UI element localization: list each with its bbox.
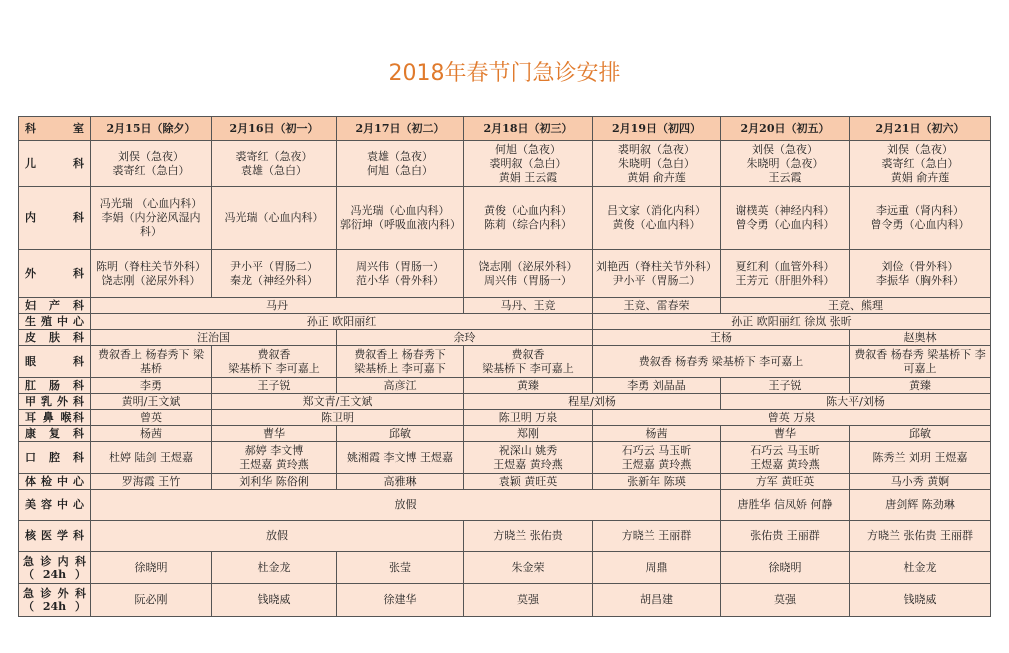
header-row [19,117,991,141]
schedule-cell: 刘利华 陈俗俐 [212,474,337,490]
schedule-cell: 黄臻 [464,378,593,394]
schedule-cell: 郝婷 李文博 王煜嘉 黄玲燕 [212,442,337,474]
schedule-cell: 郑文青/王文斌 [212,394,464,410]
schedule-cell: 唐剑辉 陈劲琳 [850,490,991,521]
schedule-cell: 裘寄红（急夜） 袁雄（急白） [212,141,337,187]
schedule-cell: 谢樸英（神经内科） 曾令勇（心血内科） [721,187,850,250]
schedule-cell: 刘俣（急夜） 朱晓明（急夜） 王云霞 [721,141,850,187]
schedule-cell: 冯光瑞 （心血内科） 李娟（内分泌风湿内科） [91,187,212,250]
schedule-cell: 冯光瑞（心血内科） [212,187,337,250]
schedule-cell: 放假 [91,490,721,521]
schedule-cell: 费叙香上 杨春秀下 梁基桥上 李可嘉下 [337,346,464,378]
schedule-cell: 胡昌建 [593,584,721,617]
dept-label: 肛 肠 科 [19,378,91,394]
schedule-cell: 陈卫明 万泉 [464,410,593,426]
dept-label: 急诊内科 （24h） [19,552,91,584]
schedule-cell: 陈明（脊柱关节外科） 饶志刚（泌尿外科） [91,250,212,298]
schedule-cell: 王竞、熊理 [721,298,991,314]
schedule-cell: 陈秀兰 刘玥 王煜嘉 [850,442,991,474]
row-obgyn [19,298,991,314]
schedule-cell: 王子锐 [721,378,850,394]
schedule-cell: 袁雄（急夜） 何旭（急白） [337,141,464,187]
schedule-cell: 姚湘霞 李文博 王煜嘉 [337,442,464,474]
schedule-cell: 方晓兰 张佑贵 王丽群 [850,521,991,552]
dept-label: 儿 科 [19,141,91,187]
schedule-cell: 刘俭（骨外科） 李振华（胸外科） [850,250,991,298]
schedule-cell: 马丹、王竞 [464,298,593,314]
schedule-cell: 杜金龙 [212,552,337,584]
row-ent [19,410,991,426]
row-rehab [19,426,991,442]
dept-label: 内 科 [19,187,91,250]
schedule-cell: 刘俣（急夜） 裘寄红（急白） 黄娟 俞卉莲 [850,141,991,187]
row-cosmetology [19,490,991,521]
schedule-cell: 周鼎 [593,552,721,584]
schedule-cell: 孙正 欧阳丽红 [91,314,593,330]
row-emergency-surgery [19,584,991,617]
row-thyroid [19,394,991,410]
schedule-cell: 黄臻 [850,378,991,394]
schedule-cell: 刘俣（急夜） 裘寄红（急白） [91,141,212,187]
row-stomatology [19,442,991,474]
schedule-cell: 方军 黄旺英 [721,474,850,490]
schedule-cell: 马小秀 黄婀 [850,474,991,490]
schedule-cell: 邱敏 [337,426,464,442]
row-internal [19,187,991,250]
dept-label: 急诊外科 （24h） [19,584,91,617]
day-header: 2月19日（初四） [593,117,721,141]
schedule-cell: 冯光瑞（心血内科） 郭衍坤（呼吸血液内科） [337,187,464,250]
schedule-cell: 高雅琳 [337,474,464,490]
schedule-cell: 王杨 [593,330,850,346]
schedule-cell: 黄明/王文斌 [91,394,212,410]
day-header: 2月21日（初六） [850,117,991,141]
schedule-cell: 曹华 [721,426,850,442]
day-header: 2月16日（初一） [212,117,337,141]
schedule-cell: 费叙香 杨春秀 梁基桥下 李可嘉上 [593,346,850,378]
schedule-table [18,116,991,617]
row-dermatology [19,330,991,346]
schedule-cell: 马丹 [91,298,464,314]
schedule-cell: 杜婷 陆剑 王煜嘉 [91,442,212,474]
day-header: 2月20日（初五） [721,117,850,141]
schedule-cell: 罗海霞 王竹 [91,474,212,490]
row-anorectal [19,378,991,394]
schedule-cell: 费叙香 杨春秀 梁基桥下 李可嘉上 [850,346,991,378]
dept-label: 甲乳外科 [19,394,91,410]
dept-header: 科 室 [19,117,91,141]
dept-label: 生殖中心 [19,314,91,330]
schedule-cell: 李远重（肾内科） 曾令勇（心血内科） [850,187,991,250]
schedule-cell: 莫强 [464,584,593,617]
page-title: 2018年春节门急诊安排 [388,61,621,86]
schedule-cell: 徐建华 [337,584,464,617]
schedule-cell: 祝深山 姚秀 王煜嘉 黄玲燕 [464,442,593,474]
schedule-cell: 裘明叙（急夜） 朱晓明（急白） 黄娟 俞卉莲 [593,141,721,187]
dept-label: 美容中心 [19,490,91,521]
schedule-cell: 张新年 陈瑛 [593,474,721,490]
schedule-cell: 朱金荣 [464,552,593,584]
schedule-cell: 石巧云 马玉昕 王煜嘉 黄玲燕 [593,442,721,474]
schedule-cell: 徐晓明 [91,552,212,584]
row-checkup [19,474,991,490]
schedule-cell: 王子锐 [212,378,337,394]
schedule-cell: 李勇 刘晶晶 [593,378,721,394]
day-header: 2月17日（初二） [337,117,464,141]
dept-label: 耳 鼻 喉科 [19,410,91,426]
day-header: 2月18日（初三） [464,117,593,141]
schedule-cell: 何旭（急夜） 裘明叙（急白） 黄娟 王云霞 [464,141,593,187]
schedule-cell: 程星/刘杨 [464,394,721,410]
schedule-cell: 刘艳西（脊柱关节外科） 尹小平（胃肠二） [593,250,721,298]
schedule-cell: 杜金龙 [850,552,991,584]
schedule-cell: 费叙香上 杨春秀下 梁基桥 [91,346,212,378]
schedule-cell: 夏红利（血管外科） 王芳元（肝胆外科） [721,250,850,298]
schedule-cell: 孙正 欧阳丽红 徐岚 张昕 [593,314,991,330]
schedule-cell: 放假 [91,521,464,552]
schedule-cell: 饶志刚（泌尿外科） 周兴伟（胃肠一） [464,250,593,298]
schedule-cell: 费叙香 梁基桥下 李可嘉上 [212,346,337,378]
schedule-cell: 黄俊（心血内科） 陈莉（综合内科） [464,187,593,250]
dept-label: 体检中心 [19,474,91,490]
schedule-cell: 钱晓威 [850,584,991,617]
schedule-cell: 石巧云 马玉昕 王煜嘉 黄玲燕 [721,442,850,474]
row-surgery [19,250,991,298]
day-header: 2月15日（除夕） [91,117,212,141]
schedule-cell: 莫强 [721,584,850,617]
schedule-cell: 张佑贵 王丽群 [721,521,850,552]
dept-label: 外 科 [19,250,91,298]
schedule-cell: 汪治国 [91,330,337,346]
schedule-cell: 杨茜 [91,426,212,442]
schedule-cell: 高彦江 [337,378,464,394]
dept-label: 口 腔 科 [19,442,91,474]
schedule-cell: 周兴伟（胃肠一） 范小华（骨外科） [337,250,464,298]
schedule-cell: 赵奥林 [850,330,991,346]
dept-label: 康 复 科 [19,426,91,442]
schedule-cell: 余玲 [337,330,593,346]
schedule-cell: 方晓兰 张佑贵 [464,521,593,552]
row-ophthalmology [19,346,991,378]
dept-label: 眼 科 [19,346,91,378]
schedule-cell: 费叙香 梁基桥下 李可嘉上 [464,346,593,378]
schedule-cell: 陈卫明 [212,410,464,426]
dept-label: 妇 产 科 [19,298,91,314]
schedule-cell: 徐晓明 [721,552,850,584]
schedule-cell: 吕文家（消化内科） 黄俊（心血内科） [593,187,721,250]
schedule-cell: 袁颖 黄旺英 [464,474,593,490]
row-pediatrics [19,141,991,187]
schedule-cell: 钱晓威 [212,584,337,617]
row-nuclear [19,521,991,552]
schedule-cell: 张莹 [337,552,464,584]
schedule-cell: 曾英 万泉 [593,410,991,426]
schedule-cell: 方晓兰 王丽群 [593,521,721,552]
schedule-cell: 王竞、雷春荣 [593,298,721,314]
dept-label: 核医学科 [19,521,91,552]
schedule-cell: 邱敏 [850,426,991,442]
row-emergency-internal [19,552,991,584]
schedule-cell: 尹小平（胃肠二） 秦龙（神经外科） [212,250,337,298]
schedule-cell: 陈大平/刘杨 [721,394,991,410]
schedule-cell: 郑刚 [464,426,593,442]
schedule-cell: 阮必刚 [91,584,212,617]
schedule-cell: 李勇 [91,378,212,394]
dept-label: 皮 肤 科 [19,330,91,346]
schedule-cell: 曾英 [91,410,212,426]
schedule-cell: 唐胜华 信凤娇 何静 [721,490,850,521]
row-reproductive [19,314,991,330]
schedule-cell: 杨茜 [593,426,721,442]
schedule-cell: 曹华 [212,426,337,442]
